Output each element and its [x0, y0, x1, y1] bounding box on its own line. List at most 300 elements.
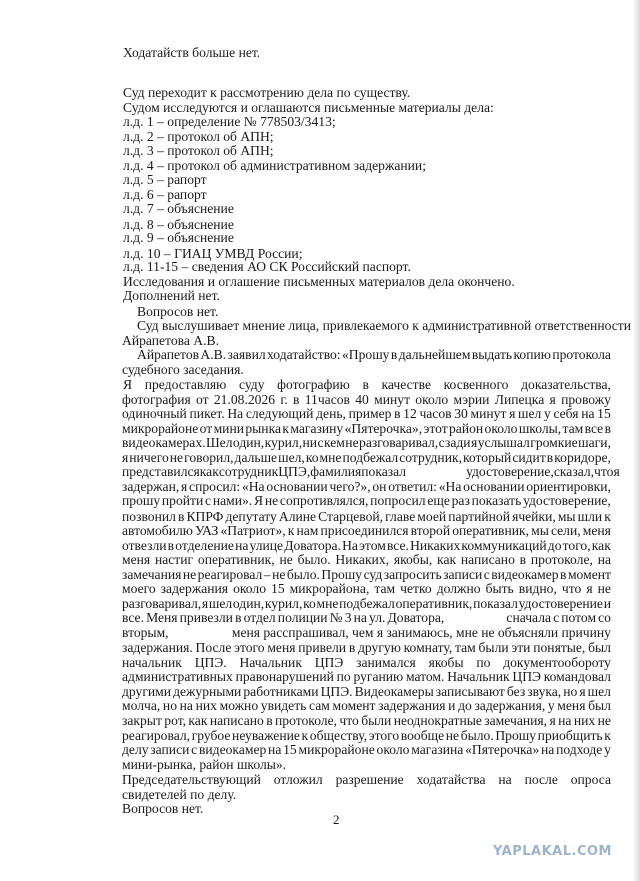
line-word: четко — [400, 581, 432, 597]
line-word: в — [177, 508, 185, 524]
line-word: 21.08.2026 — [213, 391, 276, 407]
line-word: показать — [471, 493, 522, 509]
line-word: них — [573, 713, 596, 728]
document-line: Судом исследуются и оглашаются письменные материалы дела: — [123, 99, 494, 115]
document-line: Вопросов нет. — [137, 303, 219, 319]
line-word: замечания — [122, 566, 182, 582]
line-word: Прошу — [495, 727, 537, 743]
line-word: микрорайона, — [289, 581, 370, 597]
line-word: в — [167, 537, 175, 553]
line-word: не — [169, 449, 184, 465]
line-word: командовал — [543, 669, 611, 685]
line-word: и — [603, 595, 611, 611]
line-word: и — [448, 698, 456, 714]
line-word: день, — [316, 406, 346, 422]
line-word: мне — [319, 449, 342, 465]
line-word: услышал — [477, 435, 530, 451]
line-word: пройти — [161, 493, 204, 509]
line-word: был — [588, 698, 611, 714]
line-word: одиночный — [122, 406, 187, 422]
line-word: ориентировки, — [526, 478, 611, 494]
line-word: этом — [359, 537, 386, 553]
document-line: Вопросов нет. — [122, 801, 204, 816]
line-word: суд — [363, 566, 383, 582]
line-word: на — [498, 772, 512, 787]
line-word: минут — [374, 391, 411, 407]
line-word: основании — [463, 478, 525, 494]
line-word: но — [162, 698, 177, 714]
line-word: делу — [122, 742, 149, 757]
line-word: что — [561, 581, 582, 597]
line-word: замечания, — [484, 713, 548, 728]
line-word: микрорайоне — [122, 420, 199, 436]
line-word: были — [478, 639, 509, 655]
line-word: этот — [423, 420, 448, 436]
line-word: Никаких, — [335, 552, 390, 568]
line-word: показал — [361, 464, 407, 480]
line-word: УАЗ — [195, 523, 219, 539]
line-word: меня — [557, 698, 586, 714]
line-word: партийной — [448, 508, 510, 524]
line-word: от — [196, 391, 209, 407]
line-word: ко — [303, 595, 316, 611]
document-line: л.д. 7 – объяснение — [123, 201, 234, 217]
line-word: я — [579, 683, 586, 699]
line-word: в — [266, 713, 273, 728]
line-word: я — [181, 478, 188, 494]
line-word: привели — [298, 639, 347, 655]
line-word: около — [376, 742, 410, 757]
document-line: мини-рынка, район школы». — [122, 756, 287, 772]
line-word: нам — [296, 523, 319, 539]
line-word: расспрашивал, — [263, 624, 349, 640]
line-word: Я — [254, 493, 264, 509]
document-line: судебного заседания. — [122, 361, 244, 377]
line-word: позвонил — [122, 508, 176, 524]
line-word: отделение — [175, 537, 234, 553]
line-word: разговаривал, — [122, 595, 202, 611]
line-word: записи — [150, 742, 190, 757]
document-line — [122, 640, 611, 656]
line-word: подбежал — [339, 595, 395, 611]
line-word: провожу — [561, 391, 611, 407]
line-word: в — [235, 610, 242, 626]
line-word: было. — [286, 566, 320, 582]
line-word: прошу — [122, 493, 161, 509]
line-word: на — [581, 406, 595, 422]
line-word: занимался — [356, 654, 416, 670]
line-word: документообороту — [503, 654, 611, 670]
line-word: шел — [208, 595, 233, 611]
line-word: главе — [385, 508, 416, 524]
line-word: сопротивлялся, — [279, 493, 369, 509]
line-word: Прошу — [321, 566, 363, 582]
line-word: к — [287, 523, 295, 539]
line-word: удостоверение, — [523, 493, 611, 509]
line-word: рот, — [164, 713, 187, 728]
line-word: около — [415, 391, 449, 407]
line-word: себя — [553, 406, 579, 422]
line-word: ходатайство: — [267, 347, 341, 363]
line-word: мне — [316, 595, 339, 611]
line-word: к — [604, 508, 611, 524]
line-word: 3 — [344, 610, 352, 626]
line-word: шаги, — [578, 435, 611, 451]
line-word: мы — [531, 523, 549, 539]
line-word: не — [481, 624, 495, 640]
line-word: момент — [332, 698, 376, 714]
line-word: не — [445, 727, 460, 743]
line-word: момент — [567, 566, 611, 582]
line-word: отдел — [243, 610, 276, 626]
line-word: там — [455, 639, 476, 655]
line-word: сотрудник, — [399, 449, 462, 465]
line-word: качестве — [381, 377, 431, 393]
line-word: моей — [417, 508, 447, 524]
line-word: Начальник — [239, 654, 302, 670]
line-word: задержания. — [122, 639, 193, 655]
line-word: как — [188, 713, 208, 728]
line-word: сели, — [550, 523, 581, 539]
line-word: он — [372, 478, 387, 494]
line-word: предоставляю — [144, 377, 227, 393]
line-word: еще — [427, 493, 450, 509]
line-word: меня — [267, 639, 296, 655]
line-word: видеокамер — [491, 566, 559, 582]
line-word: вторым, — [122, 624, 169, 640]
line-word: говорил, — [184, 449, 234, 465]
line-word: с — [205, 493, 212, 509]
line-word: все. — [386, 537, 409, 553]
page-edge-shadow — [633, 0, 640, 881]
line-word: Доватора, — [387, 610, 445, 626]
line-word: район — [449, 420, 484, 436]
line-word: меня — [231, 624, 261, 640]
line-word: написано — [460, 552, 515, 568]
line-word: не — [345, 435, 359, 451]
line-word: звука, — [527, 683, 562, 699]
line-word: молча, — [122, 698, 161, 714]
watermark: YAPLAKAL.COM — [493, 844, 612, 859]
line-word: я — [586, 581, 593, 597]
line-word: 15 — [271, 581, 285, 597]
line-word: со — [598, 610, 611, 626]
line-word: Я — [123, 377, 133, 393]
line-word: обществу, — [309, 727, 368, 743]
line-word: неуважение — [232, 727, 300, 743]
line-word: часов — [419, 406, 452, 422]
line-word: раз — [451, 493, 470, 509]
line-word: запросить — [383, 566, 442, 582]
line-word: шел — [518, 406, 542, 422]
line-word: меня — [582, 523, 611, 539]
line-word: на — [235, 537, 249, 553]
line-word: в — [348, 639, 356, 655]
document-line: свидетелей по делу. — [122, 786, 237, 802]
line-word: неоднократные — [393, 713, 482, 728]
line-word: полиции — [277, 610, 328, 626]
document-line — [122, 625, 611, 641]
line-word: я — [613, 464, 620, 480]
line-word: я — [122, 449, 129, 465]
line-word: ЦПЭ, — [278, 464, 311, 480]
line-word: мы — [557, 508, 576, 524]
line-word: них — [195, 698, 217, 714]
line-word: у — [547, 698, 555, 714]
line-word: этого — [234, 639, 265, 655]
document-line: л.д. 2 – протокол об АПН; — [123, 128, 274, 144]
document-line: л.д. 10 – ГИАЦ УМВД России; — [123, 245, 303, 261]
line-word: г. — [280, 391, 288, 407]
line-word: комнату, — [403, 639, 453, 655]
line-word: якобы, — [393, 552, 433, 568]
line-word: Видеокамеры — [354, 683, 434, 699]
line-word: «На — [438, 478, 462, 494]
line-word: не — [597, 713, 611, 728]
line-word: занимаюсь, — [386, 624, 453, 640]
line-word: А.В. — [200, 347, 227, 363]
line-word: магазину — [290, 420, 344, 436]
document-line — [122, 493, 611, 509]
line-word: к — [301, 727, 309, 743]
document-line — [122, 421, 611, 437]
line-word: 40 — [355, 391, 369, 407]
document-line: л.д. 5 – рапорт — [123, 172, 207, 188]
line-word: доказательства, — [521, 377, 611, 393]
line-word: протоколе, — [275, 713, 338, 728]
line-word: сотрудник — [218, 464, 279, 480]
line-word: ко — [305, 449, 319, 465]
line-word: все — [584, 420, 604, 436]
document-line: Дополнений нет. — [123, 288, 220, 304]
line-word: задержан, — [122, 478, 180, 494]
line-word: не — [597, 581, 611, 597]
line-word: представился — [122, 464, 200, 480]
line-word: там — [374, 581, 396, 597]
line-word: по — [336, 669, 351, 685]
line-word: приобщить — [537, 727, 603, 743]
line-word: до — [458, 698, 472, 714]
line-word: ул. — [369, 610, 386, 626]
line-word: я — [509, 406, 516, 422]
line-word: 11часов — [304, 391, 350, 407]
line-word: в — [519, 552, 527, 568]
line-word: школы, — [518, 420, 562, 436]
line-word: я — [376, 624, 384, 640]
line-word: реагировал — [197, 566, 263, 582]
line-word: в — [604, 420, 611, 436]
document-line: л.д. 6 – рапорт — [123, 186, 207, 202]
line-word: опроса — [570, 772, 611, 787]
line-word: заявил — [227, 347, 266, 363]
line-word: второй — [410, 523, 451, 539]
line-word: удостоверение — [518, 595, 603, 611]
line-word: в — [394, 406, 401, 422]
line-word: задержания — [160, 581, 229, 597]
line-word: нами». — [212, 493, 253, 509]
line-word: объясняли — [497, 624, 559, 640]
line-word: магазина — [411, 742, 464, 757]
line-word: на — [597, 552, 611, 568]
line-word: мини — [213, 420, 245, 436]
line-word: до — [547, 537, 562, 553]
line-word: с — [317, 435, 324, 451]
line-word: «На — [241, 478, 265, 494]
line-word: После — [195, 639, 232, 655]
line-word: другими — [122, 683, 172, 699]
line-word: ЦПЭ — [512, 669, 541, 685]
line-word: шел — [587, 683, 611, 699]
line-word: отложил — [273, 772, 323, 787]
line-word: начальник — [122, 654, 182, 670]
line-word: чем — [352, 624, 374, 640]
line-word: На — [342, 537, 358, 553]
line-word: было. — [460, 727, 494, 743]
line-word: на — [558, 713, 572, 728]
line-word: шли — [577, 508, 603, 524]
line-word: увидеть — [260, 698, 307, 714]
line-word: были — [361, 713, 392, 728]
line-word: закрыт — [122, 713, 162, 728]
line-word: того, — [562, 537, 591, 553]
line-word: матом. — [405, 669, 445, 685]
line-word: потом — [561, 610, 597, 626]
line-word: не — [279, 552, 293, 568]
line-word: рынка — [245, 420, 282, 436]
line-word: фотографию — [277, 377, 350, 393]
line-word: Начальник — [447, 669, 510, 685]
line-word: ЦПЭ. — [320, 683, 353, 699]
line-word: меня — [122, 552, 151, 568]
line-word: моего — [122, 581, 156, 597]
line-word: что — [339, 713, 359, 728]
line-word: «Прошу — [342, 347, 390, 363]
line-word: присоединился — [320, 523, 409, 539]
line-word: депутату — [225, 508, 277, 524]
line-word: ЦПЭ — [314, 654, 344, 670]
line-word: можно — [219, 698, 259, 714]
line-word: один, — [232, 595, 265, 611]
line-word: к — [604, 727, 611, 743]
line-word: громкие — [530, 435, 578, 451]
line-word: в — [560, 566, 567, 582]
line-word: оперативник, — [197, 552, 275, 568]
line-word: сидит — [512, 449, 546, 465]
line-word: показал — [473, 595, 518, 611]
line-word: другую — [358, 639, 401, 655]
line-word: удостоверение, — [466, 464, 554, 480]
document-line: л.д. 9 – объяснение — [123, 230, 234, 246]
line-word: было. — [297, 552, 331, 568]
document-line: Ходатайств больше нет. — [123, 45, 261, 60]
line-word: чего?», — [329, 478, 371, 494]
line-word: сначала — [506, 610, 552, 626]
line-word: у — [604, 742, 611, 757]
line-word: после — [524, 772, 558, 787]
line-word: Алине — [278, 508, 317, 524]
line-word: пример — [348, 406, 392, 422]
line-word: «Пятерочка», — [344, 420, 423, 436]
line-word: шел, — [278, 449, 305, 465]
line-word: руганию — [353, 669, 404, 685]
line-word: что — [594, 464, 614, 480]
line-word: от — [199, 420, 213, 436]
line-word: с — [553, 610, 560, 626]
line-word: оперативник, — [395, 595, 473, 611]
line-word: ячейки, — [512, 508, 556, 524]
line-word: задержания, — [474, 698, 546, 714]
line-word: задержания — [378, 698, 446, 714]
line-word: но — [563, 683, 578, 699]
line-word: который — [463, 449, 512, 465]
line-word: разрешение — [335, 772, 404, 787]
line-word: вообще — [400, 727, 445, 743]
line-word: дальше — [234, 449, 278, 465]
line-word: сказал, — [553, 464, 595, 480]
line-word: около — [233, 581, 267, 597]
document-line — [122, 567, 611, 583]
line-word: 12 — [403, 406, 417, 422]
line-word: я — [471, 435, 478, 451]
line-word: спросил: — [189, 478, 241, 494]
line-word: понятые, — [533, 639, 586, 655]
line-word: следующий — [245, 406, 314, 422]
line-word: – — [263, 566, 271, 582]
document-line: л.д. 3 – протокол об АПН; — [123, 143, 274, 158]
line-word: на — [541, 742, 555, 757]
line-word: ходатайства — [416, 772, 486, 787]
line-word: якобы — [428, 654, 464, 670]
line-word: к — [282, 420, 289, 436]
line-word: пикет. — [189, 406, 225, 422]
line-word: выдать — [471, 347, 513, 363]
document-line: л.д. 4 – протокол об административном задержании; — [123, 157, 426, 173]
line-word: подходе — [556, 742, 603, 757]
line-word: курил, — [264, 435, 303, 451]
line-word: у — [543, 406, 551, 422]
line-word: не — [182, 566, 197, 582]
line-word: ответил: — [388, 478, 437, 494]
document-line: л.д. 1 – определение № 778503/3413; — [123, 114, 336, 129]
line-word: записи — [443, 566, 483, 582]
line-word: протоколе, — [530, 552, 593, 568]
line-word: с — [191, 742, 198, 757]
line-word: там — [562, 420, 584, 436]
line-word: привезли — [179, 610, 233, 626]
line-word: грубое — [191, 727, 231, 743]
line-word: мэрии — [453, 391, 490, 407]
page-number: 2 — [333, 812, 340, 827]
document-line: Суд выслушивает мнение лица, привлекаемого к административной ответственности — [137, 318, 631, 334]
line-word: реагировал, — [122, 727, 191, 743]
line-word: суду — [238, 377, 265, 393]
line-word: я — [549, 713, 556, 728]
line-word: КПРФ — [186, 508, 224, 524]
line-word: по — [476, 654, 491, 670]
line-word: подбежал — [342, 449, 399, 465]
line-word: видно, — [518, 581, 557, 597]
line-word: фамилия — [310, 464, 362, 480]
line-word: в — [293, 391, 300, 407]
document-line: л.д. 8 – объяснение — [123, 216, 234, 232]
line-word: разговаривал, — [359, 435, 439, 451]
line-word: написано — [209, 713, 264, 728]
line-word: микрорайоне — [298, 742, 375, 757]
document-line: Суд переходит к рассмотрению дела по существу. — [123, 84, 411, 100]
line-word: должно — [436, 581, 481, 597]
line-word: дежурными — [173, 683, 242, 699]
line-word: административных — [122, 669, 233, 685]
